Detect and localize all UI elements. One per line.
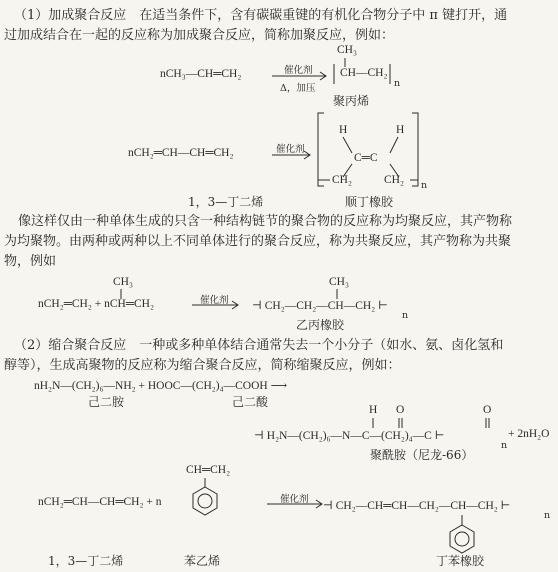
propylene-n: n	[394, 78, 401, 89]
epr-name: 乙丙橡胶	[296, 318, 345, 332]
butadiene-catalyst: 催化剂	[276, 144, 305, 155]
butadiene-reactant: nCH₂═CH—CH═CH₂	[128, 147, 234, 159]
hexanediamine-name: 己二胺	[88, 395, 125, 409]
cis-center: C═C	[354, 152, 378, 164]
styrene-vinyl: CH═CH₂	[186, 464, 231, 476]
section2-line2: 醇等），生成高聚物的反应称为缩合聚合反应，简称缩聚反应，例如：	[4, 358, 401, 373]
propylene-substituent: CH₃	[337, 44, 357, 56]
cis-polybutadiene-name: 顺丁橡胶	[345, 195, 394, 209]
section2-line1: （2）缩合聚合反应 一种或多种单体结合通常失去一个小分子（如水、氨、卤化氢和	[14, 338, 504, 353]
styrene-name: 苯乙烯	[184, 554, 221, 568]
sbr-butadiene-name: 1，3—丁二烯	[48, 554, 124, 568]
cis-ch2-left: CH₂	[332, 174, 352, 186]
nylon-h: H	[369, 404, 378, 416]
propylene-product-chain: CH—CH₂	[340, 67, 388, 79]
propylene-reactant: nCH₃—CH═CH₂	[160, 68, 242, 80]
copolymer-product-chain: ⊣ CH₂—CH₂—CH—CH₂ ⊢	[252, 300, 388, 312]
sbr-name: 丁苯橡胶	[436, 554, 485, 568]
nylon-name: 聚酰胺（尼龙-66）	[370, 448, 474, 462]
sbr-product-chain: ⊣ CH₂—CH═CH—CH₂—CH—CH₂ ⊢	[323, 500, 511, 512]
propylene-condition: Δ，加压	[280, 83, 316, 94]
nylon-n: n	[501, 440, 508, 451]
section1-line2: 过加成结合在一起的反应称为加成聚合反应，简称加聚反应，例如：	[4, 28, 395, 43]
cis-n: n	[421, 180, 428, 191]
copolymer-product-sub: CH₃	[329, 276, 349, 288]
sbr-reactants: nCH₂═CH—CH═CH₂ + n	[38, 496, 162, 508]
nylon-o1: O	[396, 404, 405, 416]
cis-ch2-right: CH₂	[384, 174, 404, 186]
cis-h-left: H	[339, 124, 348, 136]
copolymer-catalyst: 催化剂	[200, 295, 229, 306]
nylon-product-chain: ⊣ H₂N—(CH₂)₆—N—C—(CH₂)₄—C ⊢	[254, 430, 445, 442]
nylon-reactants: nH₂N—(CH₂)₆—NH₂ + HOOC—(CH₂)₄—COOH ⟶	[34, 380, 288, 392]
copolymer-reactants: nCH₂═CH₂ + nCH═CH₂	[38, 298, 154, 310]
homo-line2: 为均聚物。由两种或两种以上不同单体进行的聚合反应，称为共聚反应，其产物称为共聚	[4, 234, 512, 249]
polypropylene-name: 聚丙烯	[333, 94, 370, 108]
section1-line1: （1）加成聚合反应 在适当条件下，含有碳碳重键的有机化合物分子中 π 键打开，通	[14, 8, 508, 23]
adipic-acid-name: 己二酸	[232, 395, 269, 409]
sbr-catalyst: 催化剂	[280, 494, 309, 505]
copolymer-n: n	[402, 310, 409, 321]
cis-h-right: H	[396, 124, 405, 136]
nylon-byproduct: + 2nH₂O	[508, 428, 550, 440]
homo-line3: 物，例如	[4, 254, 57, 269]
sbr-n: n	[544, 510, 551, 521]
homo-line1: 像这样仅由一种单体生成的只含一种结构链节的聚合物的反应称为均聚反应，其产物称	[18, 214, 513, 229]
copolymer-reactant-sub: CH₃	[113, 276, 133, 288]
nylon-o2: O	[483, 404, 492, 416]
butadiene-name: 1，3—丁二烯	[188, 195, 264, 209]
propylene-catalyst: 催化剂	[284, 65, 313, 76]
